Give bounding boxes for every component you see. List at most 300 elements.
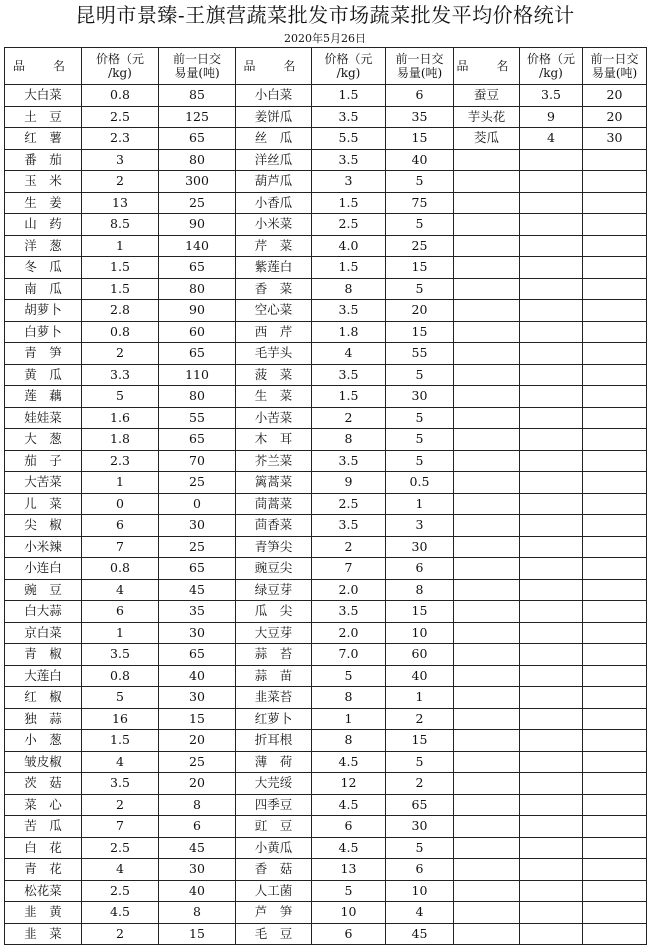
cell-price bbox=[520, 622, 583, 644]
header-price: 价格（元 /kg) bbox=[520, 48, 583, 85]
cell-price: 2.5 bbox=[312, 493, 386, 515]
cell-price: 8 bbox=[312, 278, 386, 300]
cell-price: 1.5 bbox=[312, 386, 386, 408]
cell-volume: 15 bbox=[386, 601, 454, 623]
cell-volume: 5 bbox=[386, 837, 454, 859]
cell-volume: 0.5 bbox=[386, 472, 454, 494]
cell-price bbox=[520, 687, 583, 709]
cell-volume: 15 bbox=[159, 708, 236, 730]
cell-price: 0.8 bbox=[82, 85, 159, 107]
table-row bbox=[5, 257, 647, 279]
cell-price bbox=[520, 902, 583, 924]
cell-name: 大 葱 bbox=[5, 429, 82, 451]
cell-volume: 45 bbox=[386, 923, 454, 945]
cell-volume: 55 bbox=[159, 407, 236, 429]
table-row bbox=[5, 214, 647, 236]
cell-price bbox=[520, 235, 583, 257]
cell-name: 芦 笋 bbox=[236, 902, 312, 924]
cell-volume bbox=[583, 923, 647, 945]
cell-volume: 35 bbox=[159, 601, 236, 623]
cell-volume bbox=[583, 192, 647, 214]
cell-volume: 2 bbox=[386, 708, 454, 730]
table-row bbox=[5, 859, 647, 881]
cell-price: 5.5 bbox=[312, 128, 386, 150]
cell-name: 韭菜苔 bbox=[236, 687, 312, 709]
cell-name: 大芫绥 bbox=[236, 773, 312, 795]
cell-name: 韭 菜 bbox=[5, 923, 82, 945]
cell-price: 8 bbox=[312, 687, 386, 709]
cell-name: 大苦菜 bbox=[5, 472, 82, 494]
cell-volume bbox=[583, 386, 647, 408]
cell-volume bbox=[583, 364, 647, 386]
cell-name bbox=[454, 364, 520, 386]
cell-volume: 5 bbox=[386, 214, 454, 236]
cell-volume bbox=[583, 687, 647, 709]
header-row bbox=[5, 48, 647, 85]
cell-name: 茨 菇 bbox=[5, 773, 82, 795]
table-row bbox=[5, 472, 647, 494]
cell-name bbox=[454, 278, 520, 300]
cell-price: 6 bbox=[312, 816, 386, 838]
cell-price: 4 bbox=[82, 751, 159, 773]
cell-price: 0 bbox=[82, 493, 159, 515]
table-row bbox=[5, 794, 647, 816]
cell-name: 小 葱 bbox=[5, 730, 82, 752]
cell-name: 大莲白 bbox=[5, 665, 82, 687]
cell-volume bbox=[583, 730, 647, 752]
table-row bbox=[5, 321, 647, 343]
header-price: 价格（元 /kg) bbox=[312, 48, 386, 85]
table-row bbox=[5, 558, 647, 580]
cell-volume: 20 bbox=[583, 85, 647, 107]
cell-price bbox=[520, 450, 583, 472]
cell-price: 2.5 bbox=[82, 106, 159, 128]
table-row bbox=[5, 493, 647, 515]
cell-name: 独 蒜 bbox=[5, 708, 82, 730]
cell-price: 3.5 bbox=[312, 515, 386, 537]
cell-price bbox=[520, 192, 583, 214]
table-row bbox=[5, 816, 647, 838]
cell-name bbox=[454, 773, 520, 795]
cell-price bbox=[520, 493, 583, 515]
cell-name: 空心菜 bbox=[236, 300, 312, 322]
cell-volume bbox=[583, 902, 647, 924]
cell-name bbox=[454, 902, 520, 924]
cell-price: 7.0 bbox=[312, 644, 386, 666]
cell-name: 芥兰菜 bbox=[236, 450, 312, 472]
cell-price: 1.5 bbox=[312, 85, 386, 107]
cell-name bbox=[454, 644, 520, 666]
cell-name bbox=[454, 192, 520, 214]
cell-volume: 8 bbox=[386, 579, 454, 601]
cell-name: 毛芋头 bbox=[236, 343, 312, 365]
cell-price: 3.5 bbox=[312, 106, 386, 128]
table-row bbox=[5, 837, 647, 859]
cell-volume: 60 bbox=[386, 644, 454, 666]
cell-volume: 65 bbox=[159, 644, 236, 666]
cell-volume: 30 bbox=[386, 386, 454, 408]
cell-price bbox=[520, 665, 583, 687]
cell-price: 9 bbox=[312, 472, 386, 494]
cell-volume: 25 bbox=[159, 192, 236, 214]
cell-price: 4 bbox=[82, 579, 159, 601]
table-row bbox=[5, 902, 647, 924]
cell-name: 红 薯 bbox=[5, 128, 82, 150]
table-header bbox=[5, 48, 647, 85]
table-row bbox=[5, 773, 647, 795]
cell-volume: 30 bbox=[386, 536, 454, 558]
cell-volume bbox=[583, 558, 647, 580]
cell-price: 1 bbox=[82, 472, 159, 494]
header-name: 品 名 bbox=[454, 48, 520, 85]
cell-volume: 5 bbox=[386, 171, 454, 193]
cell-volume bbox=[583, 472, 647, 494]
cell-name bbox=[454, 859, 520, 881]
cell-volume: 40 bbox=[159, 665, 236, 687]
cell-name bbox=[454, 837, 520, 859]
cell-volume: 90 bbox=[159, 300, 236, 322]
cell-name: 玉 米 bbox=[5, 171, 82, 193]
cell-name: 青 笋 bbox=[5, 343, 82, 365]
cell-name bbox=[454, 687, 520, 709]
cell-name bbox=[454, 171, 520, 193]
cell-name: 木 耳 bbox=[236, 429, 312, 451]
cell-price: 2 bbox=[312, 536, 386, 558]
cell-price: 1.6 bbox=[82, 407, 159, 429]
cell-price: 3.5 bbox=[82, 644, 159, 666]
cell-price bbox=[520, 773, 583, 795]
table-row bbox=[5, 149, 647, 171]
cell-volume: 30 bbox=[386, 816, 454, 838]
cell-volume: 10 bbox=[386, 622, 454, 644]
cell-volume: 30 bbox=[159, 687, 236, 709]
cell-name: 姜饼瓜 bbox=[236, 106, 312, 128]
cell-price: 13 bbox=[82, 192, 159, 214]
cell-volume: 45 bbox=[159, 579, 236, 601]
table-row bbox=[5, 235, 647, 257]
cell-name: 白 花 bbox=[5, 837, 82, 859]
cell-price: 2 bbox=[82, 343, 159, 365]
cell-price bbox=[520, 214, 583, 236]
cell-price: 3.5 bbox=[312, 450, 386, 472]
cell-volume: 5 bbox=[386, 364, 454, 386]
cell-price bbox=[520, 601, 583, 623]
cell-volume: 25 bbox=[159, 536, 236, 558]
cell-volume bbox=[583, 601, 647, 623]
cell-volume: 65 bbox=[159, 558, 236, 580]
cell-name: 小苦菜 bbox=[236, 407, 312, 429]
cell-price: 2 bbox=[82, 171, 159, 193]
cell-name bbox=[454, 515, 520, 537]
cell-volume: 5 bbox=[386, 278, 454, 300]
table-row bbox=[5, 128, 647, 150]
cell-name bbox=[454, 794, 520, 816]
cell-price: 2.3 bbox=[82, 128, 159, 150]
cell-name: 毛 豆 bbox=[236, 923, 312, 945]
cell-volume: 3 bbox=[386, 515, 454, 537]
cell-volume bbox=[583, 751, 647, 773]
cell-price bbox=[520, 708, 583, 730]
cell-name: 豇 豆 bbox=[236, 816, 312, 838]
cell-name bbox=[454, 665, 520, 687]
cell-name: 小香瓜 bbox=[236, 192, 312, 214]
cell-name: 四季豆 bbox=[236, 794, 312, 816]
cell-price: 3.3 bbox=[82, 364, 159, 386]
cell-volume: 5 bbox=[386, 450, 454, 472]
cell-volume: 55 bbox=[386, 343, 454, 365]
cell-volume: 25 bbox=[159, 751, 236, 773]
cell-price bbox=[520, 579, 583, 601]
cell-name: 芋头花 bbox=[454, 106, 520, 128]
cell-volume: 6 bbox=[386, 859, 454, 881]
cell-price: 1.5 bbox=[312, 192, 386, 214]
cell-name: 小黄瓜 bbox=[236, 837, 312, 859]
cell-name: 韭 黄 bbox=[5, 902, 82, 924]
cell-price bbox=[520, 257, 583, 279]
cell-price: 0.8 bbox=[82, 665, 159, 687]
cell-name: 小米菜 bbox=[236, 214, 312, 236]
cell-price bbox=[520, 923, 583, 945]
cell-name: 香 菜 bbox=[236, 278, 312, 300]
cell-volume bbox=[583, 321, 647, 343]
cell-price: 5 bbox=[312, 665, 386, 687]
cell-price: 7 bbox=[82, 536, 159, 558]
table-row bbox=[5, 364, 647, 386]
cell-name: 小连白 bbox=[5, 558, 82, 580]
cell-volume: 65 bbox=[159, 429, 236, 451]
cell-name: 黄 瓜 bbox=[5, 364, 82, 386]
cell-volume: 65 bbox=[159, 343, 236, 365]
cell-name: 山 药 bbox=[5, 214, 82, 236]
cell-name: 瓜 尖 bbox=[236, 601, 312, 623]
cell-name: 薄 荷 bbox=[236, 751, 312, 773]
cell-price: 2.0 bbox=[312, 579, 386, 601]
header-volume: 前一日交 易量(吨) bbox=[583, 48, 647, 85]
cell-volume bbox=[583, 515, 647, 537]
cell-name: 香 菇 bbox=[236, 859, 312, 881]
cell-name: 折耳根 bbox=[236, 730, 312, 752]
cell-price: 0.8 bbox=[82, 558, 159, 580]
cell-price: 1.5 bbox=[312, 257, 386, 279]
cell-price: 1 bbox=[82, 622, 159, 644]
cell-volume: 0 bbox=[159, 493, 236, 515]
cell-price: 8 bbox=[312, 730, 386, 752]
cell-name bbox=[454, 536, 520, 558]
cell-name: 篱蒿菜 bbox=[236, 472, 312, 494]
cell-volume bbox=[583, 579, 647, 601]
cell-name: 芹 菜 bbox=[236, 235, 312, 257]
cell-price: 0.8 bbox=[82, 321, 159, 343]
cell-name bbox=[454, 450, 520, 472]
header-name: 品 名 bbox=[236, 48, 312, 85]
cell-price bbox=[520, 837, 583, 859]
cell-name: 小白菜 bbox=[236, 85, 312, 107]
table-row bbox=[5, 85, 647, 107]
cell-volume: 15 bbox=[159, 923, 236, 945]
cell-price: 2 bbox=[312, 407, 386, 429]
cell-name: 白萝卜 bbox=[5, 321, 82, 343]
cell-name: 娃娃菜 bbox=[5, 407, 82, 429]
cell-name: 青笋尖 bbox=[236, 536, 312, 558]
cell-volume: 6 bbox=[159, 816, 236, 838]
table-row bbox=[5, 300, 647, 322]
cell-name: 人工菌 bbox=[236, 880, 312, 902]
cell-volume bbox=[583, 343, 647, 365]
table-row bbox=[5, 106, 647, 128]
cell-price: 1.5 bbox=[82, 257, 159, 279]
cell-price: 12 bbox=[312, 773, 386, 795]
cell-volume bbox=[583, 837, 647, 859]
header-volume: 前一日交 易量(吨) bbox=[386, 48, 454, 85]
cell-volume bbox=[583, 773, 647, 795]
cell-price bbox=[520, 880, 583, 902]
cell-price bbox=[520, 859, 583, 881]
cell-name bbox=[454, 622, 520, 644]
cell-volume: 25 bbox=[159, 472, 236, 494]
cell-price bbox=[520, 407, 583, 429]
cell-volume: 5 bbox=[386, 429, 454, 451]
cell-name: 红 椒 bbox=[5, 687, 82, 709]
cell-name bbox=[454, 601, 520, 623]
cell-name bbox=[454, 235, 520, 257]
cell-volume bbox=[583, 708, 647, 730]
cell-volume bbox=[583, 644, 647, 666]
cell-name: 大白菜 bbox=[5, 85, 82, 107]
cell-price: 5 bbox=[82, 386, 159, 408]
cell-volume: 30 bbox=[583, 128, 647, 150]
cell-price: 16 bbox=[82, 708, 159, 730]
cell-name: 白大蒜 bbox=[5, 601, 82, 623]
cell-name bbox=[454, 579, 520, 601]
cell-volume: 60 bbox=[159, 321, 236, 343]
cell-price: 2.8 bbox=[82, 300, 159, 322]
cell-price: 1.8 bbox=[82, 429, 159, 451]
table-row bbox=[5, 171, 647, 193]
cell-price: 4.5 bbox=[82, 902, 159, 924]
cell-name: 红萝卜 bbox=[236, 708, 312, 730]
header-volume: 前一日交 易量(吨) bbox=[159, 48, 236, 85]
cell-price: 2.0 bbox=[312, 622, 386, 644]
cell-volume: 70 bbox=[159, 450, 236, 472]
cell-price bbox=[520, 364, 583, 386]
cell-volume: 65 bbox=[159, 257, 236, 279]
cell-name bbox=[454, 149, 520, 171]
cell-volume bbox=[583, 493, 647, 515]
cell-volume: 30 bbox=[159, 622, 236, 644]
cell-name bbox=[454, 558, 520, 580]
cell-name: 蒜 苗 bbox=[236, 665, 312, 687]
cell-price: 2.5 bbox=[312, 214, 386, 236]
cell-volume: 80 bbox=[159, 386, 236, 408]
cell-volume: 90 bbox=[159, 214, 236, 236]
cell-price: 13 bbox=[312, 859, 386, 881]
cell-name: 京白菜 bbox=[5, 622, 82, 644]
cell-name bbox=[454, 751, 520, 773]
cell-price: 3.5 bbox=[82, 773, 159, 795]
cell-price: 3.5 bbox=[312, 149, 386, 171]
cell-price: 8.5 bbox=[82, 214, 159, 236]
cell-price bbox=[520, 321, 583, 343]
cell-name: 豌 豆 bbox=[5, 579, 82, 601]
cell-price: 4.0 bbox=[312, 235, 386, 257]
table-row bbox=[5, 192, 647, 214]
table-row bbox=[5, 429, 647, 451]
table-row bbox=[5, 751, 647, 773]
cell-name: 冬 瓜 bbox=[5, 257, 82, 279]
cell-volume: 30 bbox=[159, 515, 236, 537]
cell-volume bbox=[583, 214, 647, 236]
cell-name: 茼蒿菜 bbox=[236, 493, 312, 515]
cell-volume: 5 bbox=[386, 751, 454, 773]
cell-price bbox=[520, 515, 583, 537]
cell-price bbox=[520, 644, 583, 666]
cell-price bbox=[520, 816, 583, 838]
cell-price: 6 bbox=[82, 601, 159, 623]
cell-name: 苦 瓜 bbox=[5, 816, 82, 838]
cell-volume: 10 bbox=[386, 880, 454, 902]
cell-name bbox=[454, 343, 520, 365]
cell-volume: 8 bbox=[159, 794, 236, 816]
cell-volume: 1 bbox=[386, 493, 454, 515]
cell-volume: 20 bbox=[386, 300, 454, 322]
cell-name bbox=[454, 472, 520, 494]
cell-volume: 80 bbox=[159, 149, 236, 171]
cell-price bbox=[520, 751, 583, 773]
cell-name bbox=[454, 923, 520, 945]
cell-price: 3 bbox=[312, 171, 386, 193]
cell-price: 2.5 bbox=[82, 880, 159, 902]
cell-price: 7 bbox=[82, 816, 159, 838]
cell-volume bbox=[583, 859, 647, 881]
cell-volume bbox=[583, 407, 647, 429]
cell-volume: 15 bbox=[386, 128, 454, 150]
cell-volume bbox=[583, 235, 647, 257]
cell-name: 蚕豆 bbox=[454, 85, 520, 107]
cell-price: 4.5 bbox=[312, 751, 386, 773]
cell-price: 4 bbox=[82, 859, 159, 881]
table-row bbox=[5, 708, 647, 730]
cell-name bbox=[454, 493, 520, 515]
cell-volume: 6 bbox=[386, 85, 454, 107]
cell-name: 葫芦瓜 bbox=[236, 171, 312, 193]
cell-price: 4.5 bbox=[312, 837, 386, 859]
cell-name: 大豆芽 bbox=[236, 622, 312, 644]
cell-volume: 15 bbox=[386, 321, 454, 343]
cell-name: 菠 菜 bbox=[236, 364, 312, 386]
cell-name: 莲 藕 bbox=[5, 386, 82, 408]
cell-name: 尖 椒 bbox=[5, 515, 82, 537]
cell-price: 6 bbox=[312, 923, 386, 945]
cell-price: 2.3 bbox=[82, 450, 159, 472]
cell-price: 3.5 bbox=[312, 300, 386, 322]
table-row bbox=[5, 730, 647, 752]
table-row bbox=[5, 278, 647, 300]
cell-name: 青 椒 bbox=[5, 644, 82, 666]
cell-name: 土 豆 bbox=[5, 106, 82, 128]
cell-name: 南 瓜 bbox=[5, 278, 82, 300]
cell-volume bbox=[583, 429, 647, 451]
cell-volume: 125 bbox=[159, 106, 236, 128]
header-name: 品 名 bbox=[5, 48, 82, 85]
cell-volume bbox=[583, 257, 647, 279]
cell-volume: 25 bbox=[386, 235, 454, 257]
cell-volume: 30 bbox=[159, 859, 236, 881]
cell-price: 4.5 bbox=[312, 794, 386, 816]
cell-price: 6 bbox=[82, 515, 159, 537]
cell-name bbox=[454, 708, 520, 730]
cell-price: 5 bbox=[82, 687, 159, 709]
cell-volume bbox=[583, 880, 647, 902]
